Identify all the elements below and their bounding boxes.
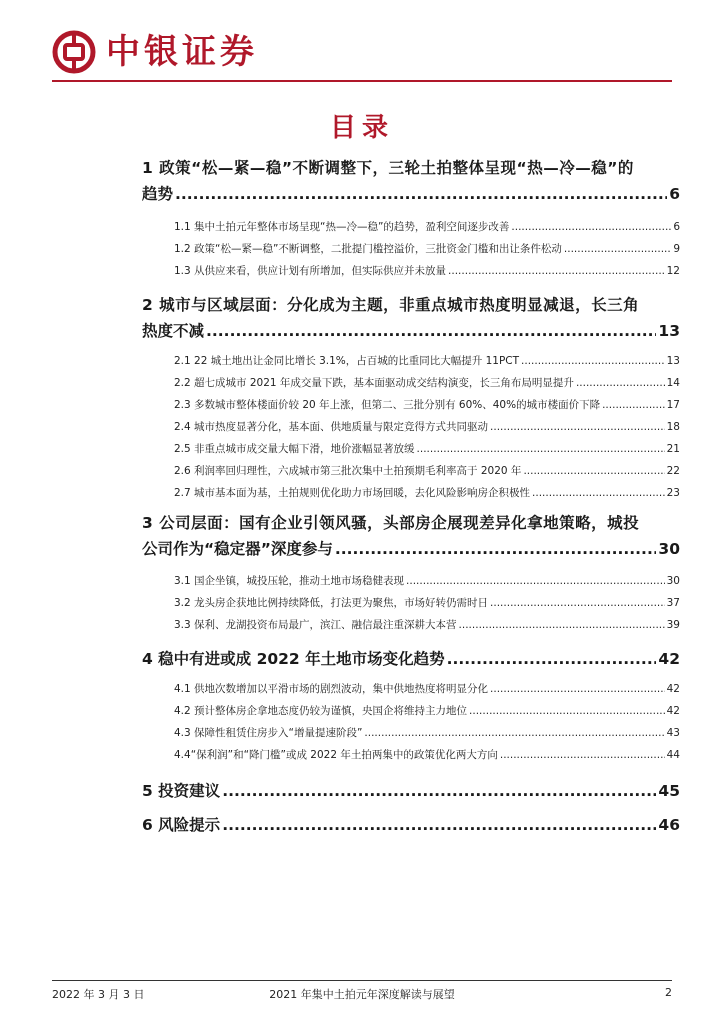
toc-subsection-1-2[interactable]: 1.2 政策“松—紧—稳”不断调整，二批提门槛控溢价，三批资金门槛和出让条件松动 ..... 9 — [174, 238, 680, 260]
toc-section-title: 2 城市与区域层面：分化成为主题，非重点城市热度明显减退，长三角 — [142, 296, 640, 314]
toc-subsection-2-4[interactable]: 2.4 城市热度显著分化，基本面、供地质量与限定竞得方式共同驱动 ..... 18 — [174, 416, 680, 438]
toc-section-title: 1 政策“松—紧—稳”不断调整下，三轮土拍整体呈现“热—冷—稳”的 — [142, 159, 634, 177]
toc-section-5[interactable] — [142, 778, 680, 804]
toc-section-2[interactable] — [142, 292, 680, 344]
header-divider — [52, 80, 672, 82]
footer-report-title: 2021 年集中土拍元年深度解读与展望 — [269, 988, 455, 1001]
toc-section-4[interactable] — [142, 646, 680, 672]
toc-subsection-4-1[interactable]: 4.1 供地次数增加以平滑市场的剧烈波动，集中供地热度将明显分化 ..... 42 — [174, 678, 680, 700]
toc-section-title: 5 投资建议 — [142, 782, 221, 800]
toc-section-1[interactable] — [142, 155, 680, 207]
toc-page-number: 30 — [658, 540, 680, 558]
toc-subsection-1-1[interactable]: 1.1 集中土拍元年整体市场呈现“热—冷—稳”的趋势，盈利空间逐步改善 ..... 6 — [174, 216, 680, 238]
toc-section-title: 4 稳中有进或成 2022 年土地市场变化趋势 — [142, 650, 445, 668]
footer-page-number: 2 — [665, 986, 672, 999]
toc-page-number: 42 — [658, 650, 680, 668]
bank-of-china-logo-icon — [52, 30, 96, 74]
toc-section-3[interactable] — [142, 510, 680, 562]
toc-section-title: 6 风险提示 — [142, 816, 221, 834]
footer-divider — [52, 980, 672, 981]
toc-page-number: 45 — [658, 782, 680, 800]
toc-subsection-1-3[interactable]: 1.3 从供应来看，供应计划有所增加，但实际供应并未放量 ..... 12 — [174, 260, 680, 282]
toc-subsection-4-3[interactable]: 4.3 保障性租赁住房步入“增量提速阶段” ..... 43 — [174, 722, 680, 744]
toc-subsection-2-6[interactable]: 2.6 利润率回归理性，六成城市第三批次集中土拍预期毛利率高于 2020 年 ..... 22 — [174, 460, 680, 482]
toc-subsection-4-2[interactable]: 4.2 预计整体房企拿地态度仍较为谨慎，央国企将维持主力地位 ..... 42 — [174, 700, 680, 722]
toc-section-title-cont: 热度不减 — [142, 322, 205, 340]
toc-subsection-2-7[interactable]: 2.7 城市基本面为基，土拍规则优化助力市场回暖，去化风险影响房企积极性 ..... 23 — [174, 482, 680, 504]
toc-section-title-cont: 趋势 — [142, 185, 174, 203]
toc-subsection-4-4[interactable]: 4.4“保利润”和“降门槛”或成 2022 年土拍两集中的政策优化两大方向 ..... 44 — [174, 744, 680, 766]
toc-page-number: 46 — [658, 816, 680, 834]
toc-subsection-2-1[interactable]: 2.1 22 城土地出让金同比增长 3.1%，占百城的比重同比大幅提升 11PCT ..... 13 — [174, 350, 680, 372]
toc-section-6[interactable] — [142, 812, 680, 838]
toc-subsection-2-5[interactable]: 2.5 非重点城市成交量大幅下滑，地价涨幅显著放缓 ..... 21 — [174, 438, 680, 460]
footer-date: 2022 年 3 月 3 日 — [52, 988, 145, 1001]
page-footer — [52, 986, 672, 1002]
toc-subsection-3-2[interactable]: 3.2 龙头房企获地比例持续降低，打法更为聚焦，市场好转仍需时日 ..... 37 — [174, 592, 680, 614]
toc-page-number: 6 — [669, 185, 680, 203]
toc-subsection-3-3[interactable]: 3.3 保利、龙湖投资布局最广，滨江、融信最注重深耕大本营 ..... 39 — [174, 614, 680, 636]
toc-page-number: 13 — [658, 322, 680, 340]
toc-title: 目录 — [329, 113, 394, 143]
toc-section-title: 3 公司层面：国有企业引领风骚，头部房企展现差异化拿地策略，城投 — [142, 514, 640, 532]
toc-subsection-3-1[interactable]: 3.1 国企坐镇，城投压轮，推动土地市场稳健表现 ..... 30 — [174, 570, 680, 592]
toc-subsection-2-2[interactable]: 2.2 超七成城市 2021 年成交量下跌，基本面驱动成交结构演变，长三角布局明显提升 ..... 14 — [174, 372, 680, 394]
toc-section-title-cont: 公司作为“稳定器”深度参与 — [142, 540, 333, 558]
brand-name: 中银证券 — [106, 32, 258, 72]
toc-subsection-2-3[interactable]: 2.3 多数城市整体楼面价较 20 年上涨，但第二、三批分别有 60%、40%的城市楼面价下降 ..... 17 — [174, 394, 680, 416]
report-header — [52, 28, 258, 76]
